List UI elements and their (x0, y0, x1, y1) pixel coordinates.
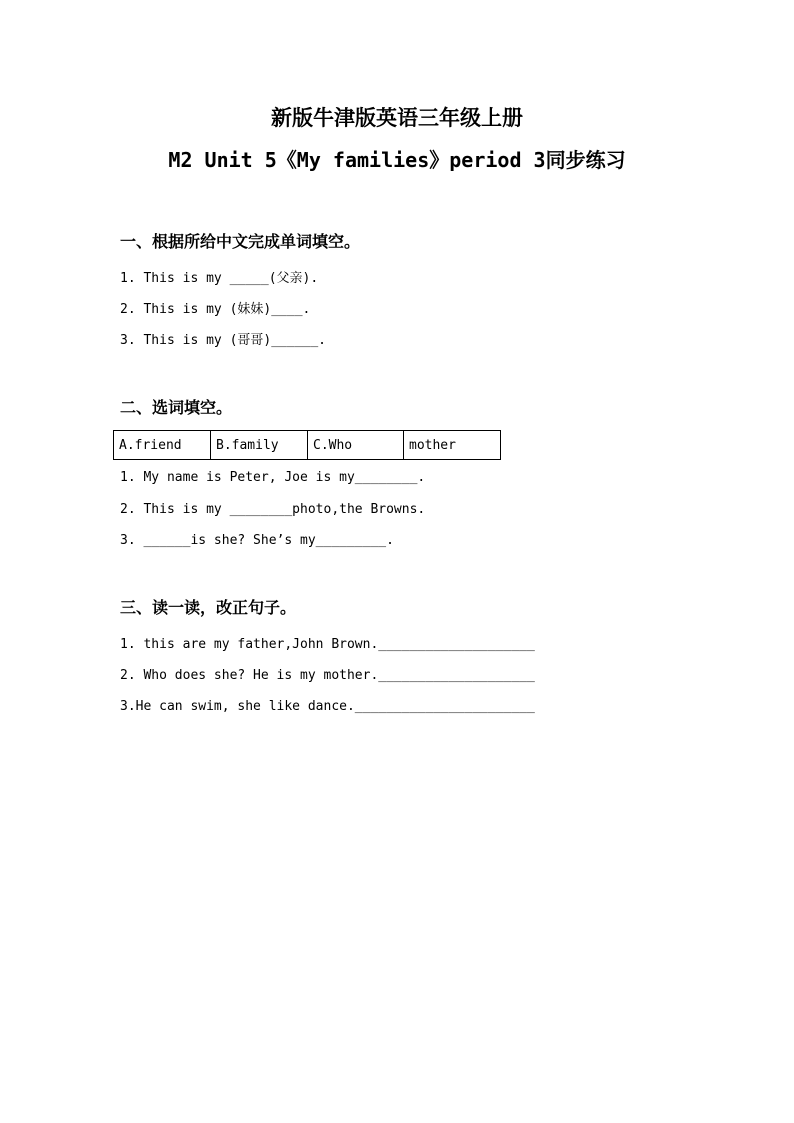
option-cell-d: mother (404, 431, 501, 460)
section-2-item-2: 2. This is my ________photo,the Browns. (120, 502, 426, 517)
section-1-item-1: 1. This is my _____(父亲). (120, 271, 319, 286)
option-cell-b: B.family (211, 431, 308, 460)
word-options-table (113, 430, 501, 460)
section-1-heading: 一、根据所给中文完成单词填空。 (120, 232, 361, 251)
table-row (114, 431, 501, 460)
option-cell-a: A.friend (114, 431, 211, 460)
section-2-item-1: 1. My name is Peter, Joe is my________. (120, 470, 426, 485)
section-3-item-3: 3.He can swim, she like dance._______________________ (120, 699, 535, 714)
section-3-item-1: 1. this are my father,John Brown.____________________ (120, 637, 535, 652)
section-3-item-2: 2. Who does she? He is my mother.____________________ (120, 668, 535, 683)
section-2-heading: 二、选词填空。 (120, 398, 233, 417)
page-title: 新版牛津版英语三年级上册 (271, 105, 523, 130)
section-1-item-3: 3. This is my (哥哥)______. (120, 333, 327, 348)
page-subtitle: M2 Unit 5《My families》period 3同步练习 (168, 148, 626, 172)
section-1-item-2: 2. This is my (妹妹)____. (120, 302, 311, 317)
section-3-heading: 三、读一读，改正句子。 (120, 598, 297, 617)
option-cell-c: C.Who (308, 431, 404, 460)
section-2-item-3: 3. ______is she? She’s my_________. (120, 533, 394, 548)
